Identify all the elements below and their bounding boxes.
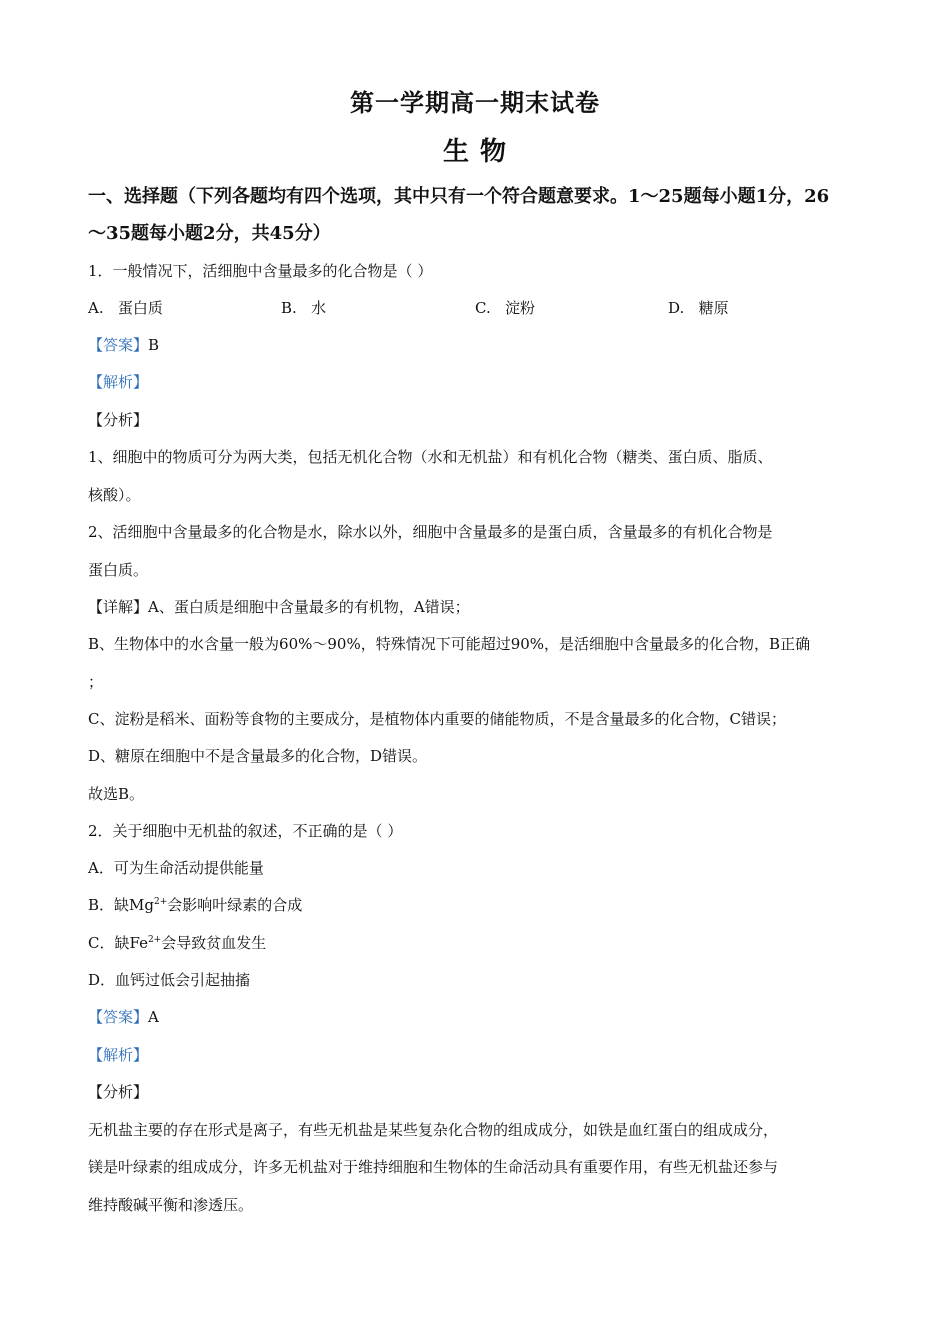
q2-option-b-post: 会影响叶绿素的合成: [167, 896, 303, 914]
subject-title: 生 物: [442, 137, 508, 167]
q1-detail-a-text: A、蛋白质是细胞中含量最多的有机物，A错误；: [148, 598, 470, 616]
q2-analysis-tag: 【解析】: [88, 1046, 149, 1064]
q2-answer-value: A: [148, 1008, 159, 1026]
q1-conclusion: 故选B。: [88, 785, 145, 803]
q1-fenxi-2b: 蛋白质。: [88, 561, 149, 579]
q1-detail-c: C、淀粉是稻米、面粉等食物的主要成分，是植物体内重要的储能物质，不是含量最多的化合物，C错误；: [88, 710, 786, 728]
q1-answer: [88, 335, 159, 355]
section-heading-line1: 一、选择题（下列各题均有四个选项，其中只有一个符合题意要求。1～25题每小题1分，26: [88, 186, 830, 207]
q2-fenxi-3: 维持酸碱平衡和渗透压。: [88, 1196, 254, 1214]
q1-option-d: [668, 298, 729, 318]
q2-answer: [88, 1007, 159, 1027]
q1-option-a-label: A.: [88, 299, 104, 317]
q2-option-b-sup: 2+: [153, 897, 168, 907]
q1-detail-b1: B、生物体中的水含量一般为60%～90%，特殊情况下可能超过90%，是活细胞中含量最多的化合物，B正确: [88, 635, 811, 653]
q1-fenxi-1a: 1、细胞中的物质可分为两大类，包括无机化合物（水和无机盐）和有机化合物（糖类、蛋白质、脂质、: [88, 448, 773, 466]
q1-option-b: [281, 298, 326, 318]
q2-option-c-pre: C．缺Fe: [88, 934, 148, 952]
q1-option-c: [475, 298, 535, 318]
q1-detail-a: [88, 597, 470, 617]
q1-fenxi-2a: 2、活细胞中含量最多的化合物是水，除水以外，细胞中含量最多的是蛋白质，含量最多的有机化合物是: [88, 523, 773, 541]
q1-option-a: [88, 298, 163, 318]
q1-answer-value: B: [148, 336, 160, 354]
q1-answer-tag: 【答案】: [88, 336, 149, 354]
q1-option-b-text: 水: [311, 299, 327, 317]
q1-detail-b2: ；: [88, 673, 104, 691]
q1-option-b-label: B.: [281, 299, 297, 317]
q1-fenxi-tag: 【分析】: [88, 411, 149, 429]
q2-option-c: [88, 933, 266, 953]
section-heading: [88, 178, 868, 252]
q1-option-a-text: 蛋白质: [117, 299, 163, 317]
q2-fenxi-1: 无机盐主要的存在形式是离子，有些无机盐是某些复杂化合物的组成成分，如铁是血红蛋白的组成成分，: [88, 1121, 779, 1139]
q1-option-d-label: D.: [668, 299, 685, 317]
q2-fenxi-tag: 【分析】: [88, 1083, 149, 1101]
q1-option-d-text: 糖原: [698, 299, 729, 317]
q1-option-c-label: C.: [475, 299, 491, 317]
q2-option-d: D．血钙过低会引起抽搐: [88, 971, 251, 989]
q1-detail-d: D、糖原在细胞中不是含量最多的化合物，D错误。: [88, 747, 428, 765]
q2-option-a: A．可为生命活动提供能量: [88, 859, 264, 877]
q1-detail-tag: 【详解】: [88, 598, 149, 616]
q1-stem: 1．一般情况下，活细胞中含量最多的化合物是（ ）: [88, 262, 433, 280]
q2-option-c-post: 会导致贫血发生: [161, 934, 267, 952]
exam-title: 第一学期高一期末试卷: [350, 88, 600, 117]
q2-option-c-sup: 2+: [147, 935, 162, 945]
q1-option-c-text: 淀粉: [505, 299, 536, 317]
q2-fenxi-2: 镁是叶绿素的组成成分，许多无机盐对于维持细胞和生物体的生命活动具有重要作用，有些无机盐还参与: [88, 1158, 779, 1176]
q2-option-b-pre: B．缺Mg: [88, 896, 154, 914]
section-heading-line2: ～35题每小题2分，共45分）: [88, 223, 331, 244]
q2-answer-tag: 【答案】: [88, 1008, 149, 1026]
q1-fenxi-1b: 核酸）。: [88, 486, 141, 504]
q1-analysis-tag: 【解析】: [88, 373, 149, 391]
q2-option-b: [88, 895, 302, 915]
q2-stem: 2．关于细胞中无机盐的叙述，不正确的是（ ）: [88, 822, 403, 840]
